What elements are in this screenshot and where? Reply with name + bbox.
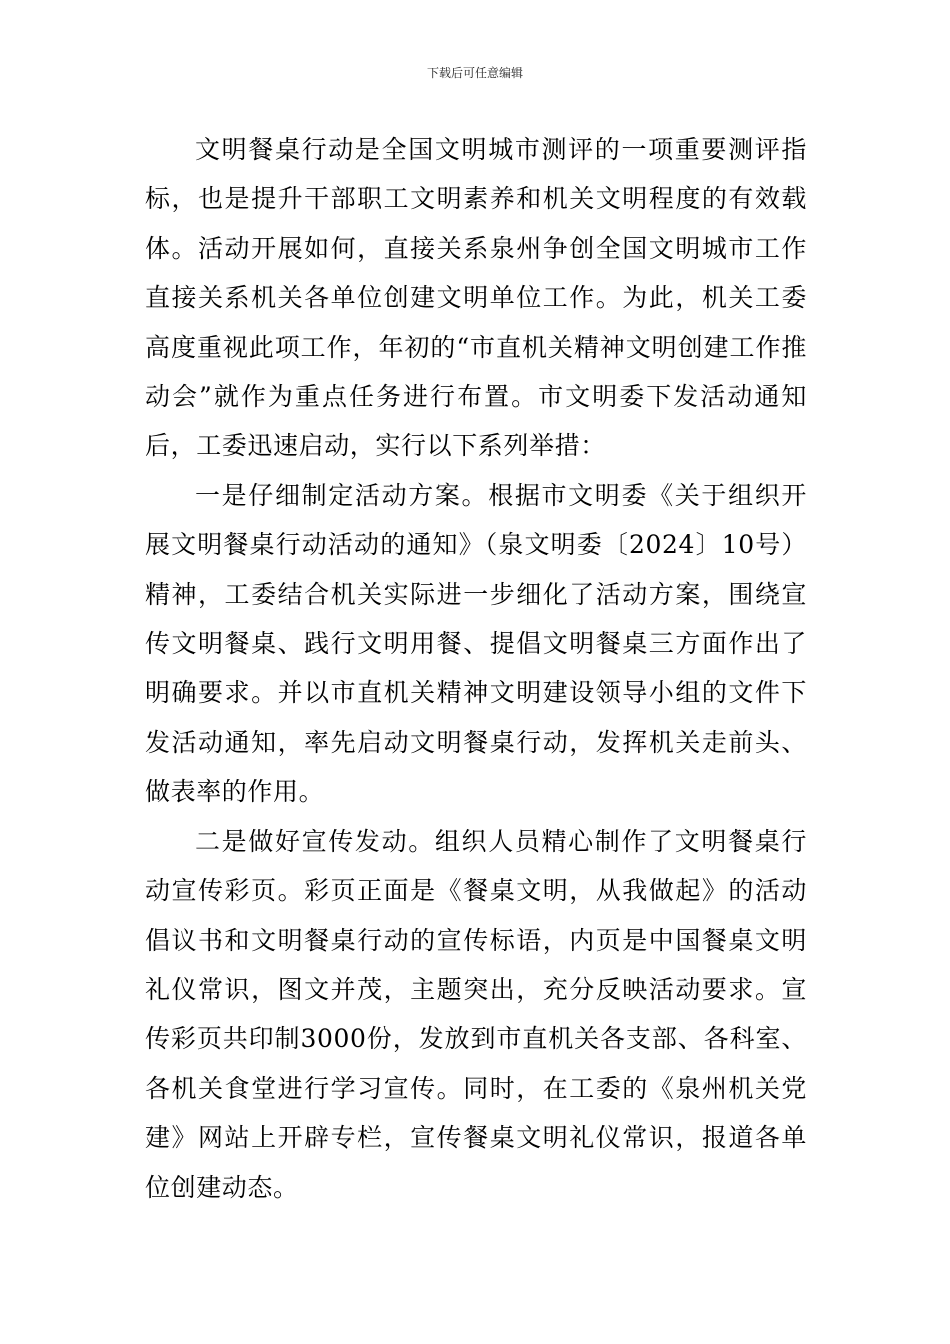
paragraph-measure-one: 一是仔细制定活动方案。根据市文明委《关于组织开展文明餐桌行动活动的通知》（泉文明委〔2024〕10号）精神，工委结合机关实际进一步细化了活动方案，围绕宣传文明餐桌、践行文明用餐、提倡文明餐桌三方面作出了明确要求。并以市直机关精神文明建设领导小组的文件下发活动通知，率先启动文明餐桌行动，发挥机关走前头、做表率的作用。	[145, 480, 807, 807]
paragraph-measure-two: 二是做好宣传发动。组织人员精心制作了文明餐桌行动宣传彩页。彩页正面是《餐桌文明，从我做起》的活动倡议书和文明餐桌行动的宣传标语，内页是中国餐桌文明礼仪常识，图文并茂，主题突出，充分反映活动要求。宣传彩页共印制3000份，发放到市直机关各支部、各科室、各机关食堂进行学习宣传。同时，在工委的《泉州机关党建》网站上开辟专栏，宣传餐桌文明礼仪常识，报道各单位创建动态。	[145, 826, 807, 1202]
paragraph-intro: 文明餐桌行动是全国文明城市测评的一项重要测评指标，也是提升干部职工文明素养和机关文明程度的有效载体。活动开展如何，直接关系泉州争创全国文明城市工作直接关系机关各单位创建文明单位工作。为此，机关工委高度重视此项工作，年初的“市直机关精神文明创建工作推动会”就作为重点任务进行布置。市文明委下发活动通知后，工委迅速启动，实行以下系列举措：	[145, 135, 807, 461]
document-body	[145, 125, 807, 1212]
page-header: 下载后可任意编辑	[426, 66, 523, 80]
